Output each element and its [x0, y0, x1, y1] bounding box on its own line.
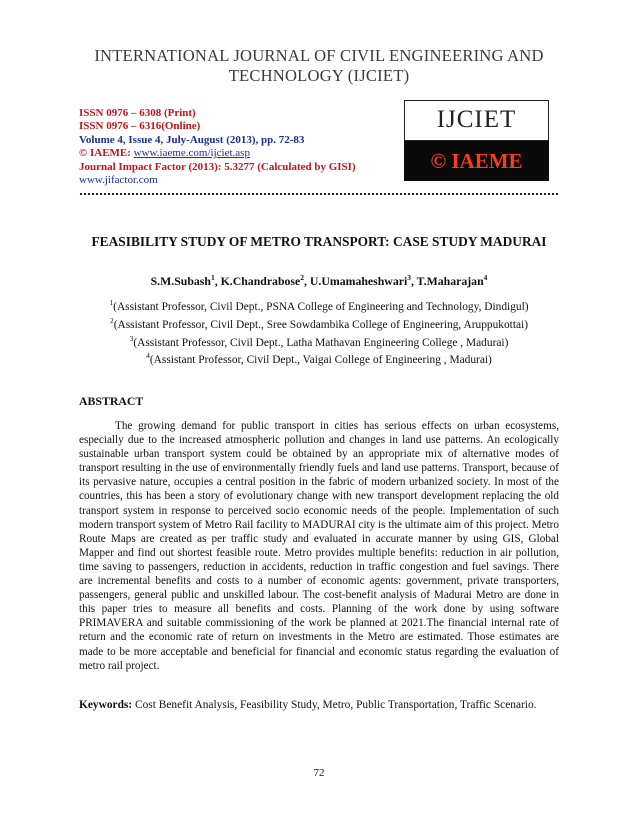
- journal-title: [40, 46, 598, 86]
- affiliation-2: $^2$(Assistant Professor, Civil Dept., Sree Sowdambika College of Engineering, Aruppukottai): [109, 315, 529, 331]
- abstract-heading: ABSTRACT: [79, 394, 144, 408]
- iaeme-url-link[interactable]: www.iaeme.com/ijciet.asp: [133, 147, 250, 160]
- ijciet-logo: IJCIET: [404, 100, 549, 141]
- author-list: [40, 273, 598, 289]
- journal-meta-block: [79, 107, 356, 187]
- affiliation-list: [40, 296, 598, 367]
- iaeme-line: [79, 147, 356, 160]
- impact-factor: Journal Impact Factor (2013): 5.3277 (Calculated by GISI): [79, 160, 356, 173]
- keywords-list: Cost Benefit Analysis, Feasibility Study, Metro, Public Transportation, Traffic Scenario.: [132, 699, 537, 711]
- ifactor-url-link[interactable]: www.jifactor.com: [79, 174, 158, 187]
- abstract-text: The growing demand for public transport in cities has serious effects on urban ecosystems, especially due to the increased atmospheric pollution and changes in land use patterns. An ecologically sustainable urban transport system could be obtained by an appropriate mix of alternative modes of transport resulting in the use of environmentally friendly fuels and land use patterns. Transport, because of its pervasive nature, occupies a central position in the fabric of modern urbanized society. In most of the countries, this has been a story of evolutionary change with new transport development replacing the old transport system in response to perceived socio economic needs of the people. Implementation of such modern transport system of Metro Rail facility to MADURAI city is the ultimate aim of this project. Metro Route Maps are created as per traffic study and evaluated in accurate manner by using GIS, Global Mapper and find out shortest feasible route. Metro provides multiple benefits: reduction in air pollution, time saving to passengers, reduction in accidents, reduction in traffic congestion and fuel savings. There are incremental benefits and costs to a number of economic agents: government, private transporters, passengers, general public and unskilled labour. The cost-benefit analysis of Madurai Metro are done in this paper tries to measure all benefits and costs. Planning of the work done by using software PRIMAVERA and suitable commissioning of the work be planned at 2021.The financial internal rate of return and the economic rate of return on investments in the Metro are estimated. Those estimates are made to be more acceptable and beneficial for financial and economic status regarding the evaluation of metro rail project.: [79, 420, 559, 672]
- journal-title-line-2: TECHNOLOGY (IJCIET): [228, 66, 410, 85]
- author-4: T.Maharajan$^4$: [416, 273, 488, 288]
- author-2: K.Chandrabose$^2$,: [220, 273, 310, 288]
- volume-info: Volume 4, Issue 4, July-August (2013), pp. 72-83: [79, 133, 305, 146]
- journal-title-line-1: INTERNATIONAL JOURNAL OF CIVIL ENGINEERING AND: [94, 46, 544, 65]
- affiliation-3: $^3$(Assistant Professor, Civil Dept., Latha Mathavan Engineering College , Madurai): [129, 333, 509, 349]
- affiliation-1: $^1$(Assistant Professor, Civil Dept., PSNA College of Engineering and Technology, Dindigul): [109, 298, 529, 313]
- paper-title: FEASIBILITY STUDY OF METRO TRANSPORT: CASE STUDY MADURAI: [91, 234, 547, 249]
- iaeme-logo: © IAEME: [404, 141, 549, 181]
- author-1: S.M.Subash$^1$,: [150, 273, 221, 288]
- issn-online: ISSN 0976 – 6316(Online): [79, 120, 201, 133]
- author-3: U.Umamaheshwari$^3$,: [309, 273, 417, 288]
- dotted-divider: [79, 192, 559, 196]
- issn-print: ISSN 0976 – 6308 (Print): [79, 107, 196, 119]
- page-number: 72: [313, 767, 325, 779]
- affiliation-4: $^4$(Assistant Professor, Civil Dept., Vaigai College of Engineering , Madurai): [146, 351, 492, 367]
- iaeme-label: © IAEME:: [79, 147, 134, 160]
- keywords: [79, 699, 559, 711]
- keywords-label: Keywords:: [79, 699, 133, 711]
